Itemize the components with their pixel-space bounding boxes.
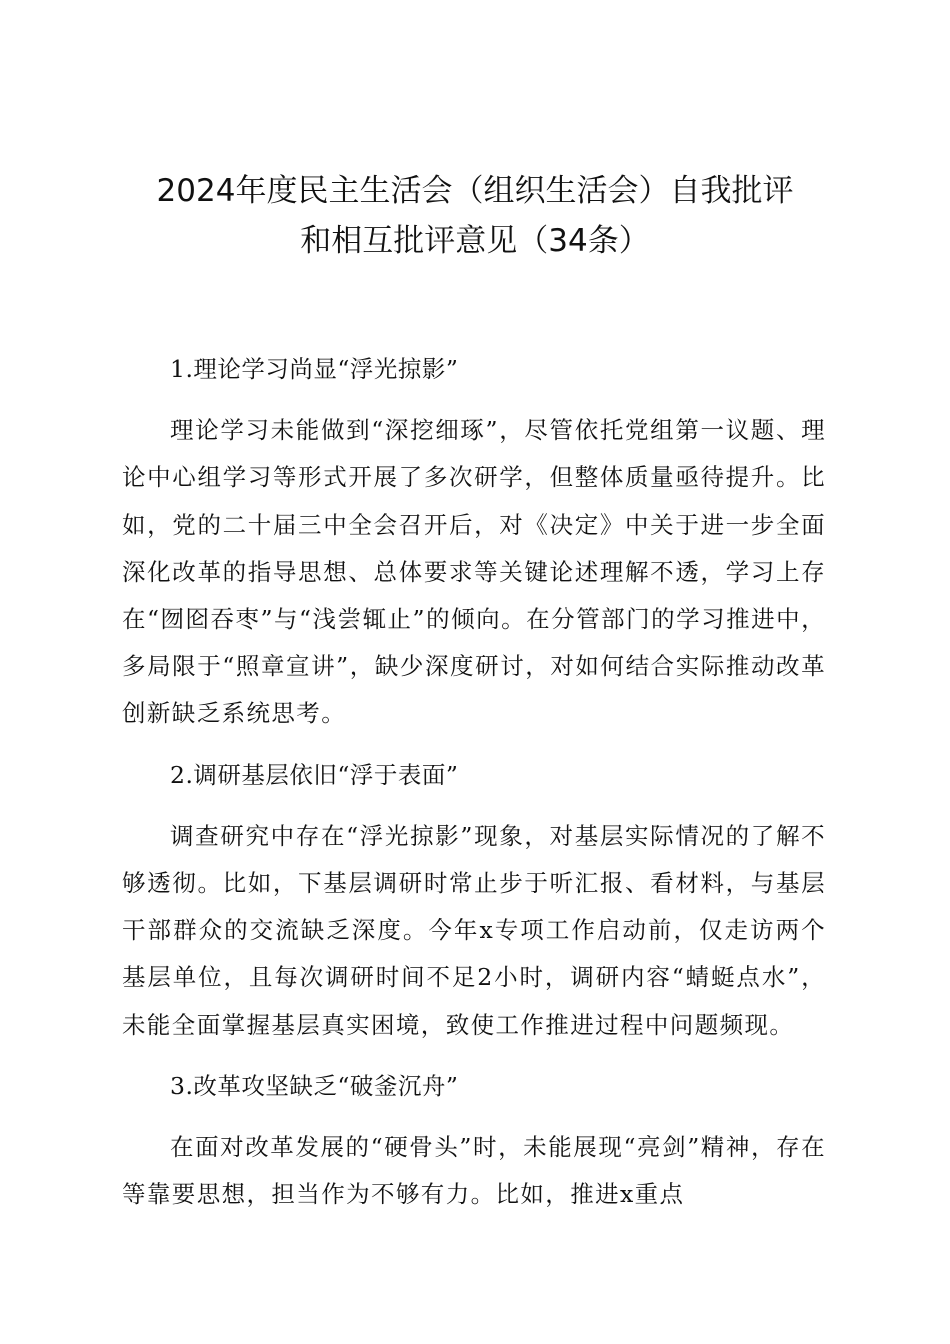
section-heading-3: 3.改革攻坚缺乏“破釜沉舟” xyxy=(170,1071,459,1100)
document-title xyxy=(60,166,890,266)
title-line-2: 和相互批评意见（34条） xyxy=(300,223,650,259)
document-body xyxy=(122,346,826,1218)
section-paragraph-3: 在面对改革发展的“硬骨头”时，未能展现“亮剑”精神，存在等靠要思想，担当作为不够有力。比如，推进x重点 xyxy=(122,1133,826,1209)
section-paragraph-2: 调查研究中存在“浮光掠影”现象，对基层实际情况的了解不够透彻。比如，下基层调研时常止步于听汇报、看材料，与基层干部群众的交流缺乏深度。今年x专项工作启动前，仅走访两个基层单位，且每次调研时间不足2小时，调研内容“蜻蜓点水”，未能全面掌握基层真实困境，致使工作推进过程中问题频现。 xyxy=(122,821,826,1039)
section-heading-1: 1.理论学习尚显“浮光掠影” xyxy=(170,355,459,383)
section-paragraph-1: 理论学习未能做到“深挖细琢”，尽管依托党组第一议题、理论中心组学习等形式开展了多次研学，但整体质量亟待提升。比如，党的二十届三中全会召开后，对《决定》中关于进一步全面深化改革的指导思想、总体要求等关键论述理解不透，学习上存在“囫囵吞枣”与“浅尝辄止”的倾向。在分管部门的学习推进中，多局限于“照章宣讲”，缺少深度研讨，对如何结合实际推动改革创新缺乏系统思考。 xyxy=(122,416,826,728)
section-heading-2: 2.调研基层依旧“浮于表面” xyxy=(170,760,459,789)
title-line-1: 2024年度民主生活会（组织生活会）自我批评 xyxy=(156,173,794,209)
